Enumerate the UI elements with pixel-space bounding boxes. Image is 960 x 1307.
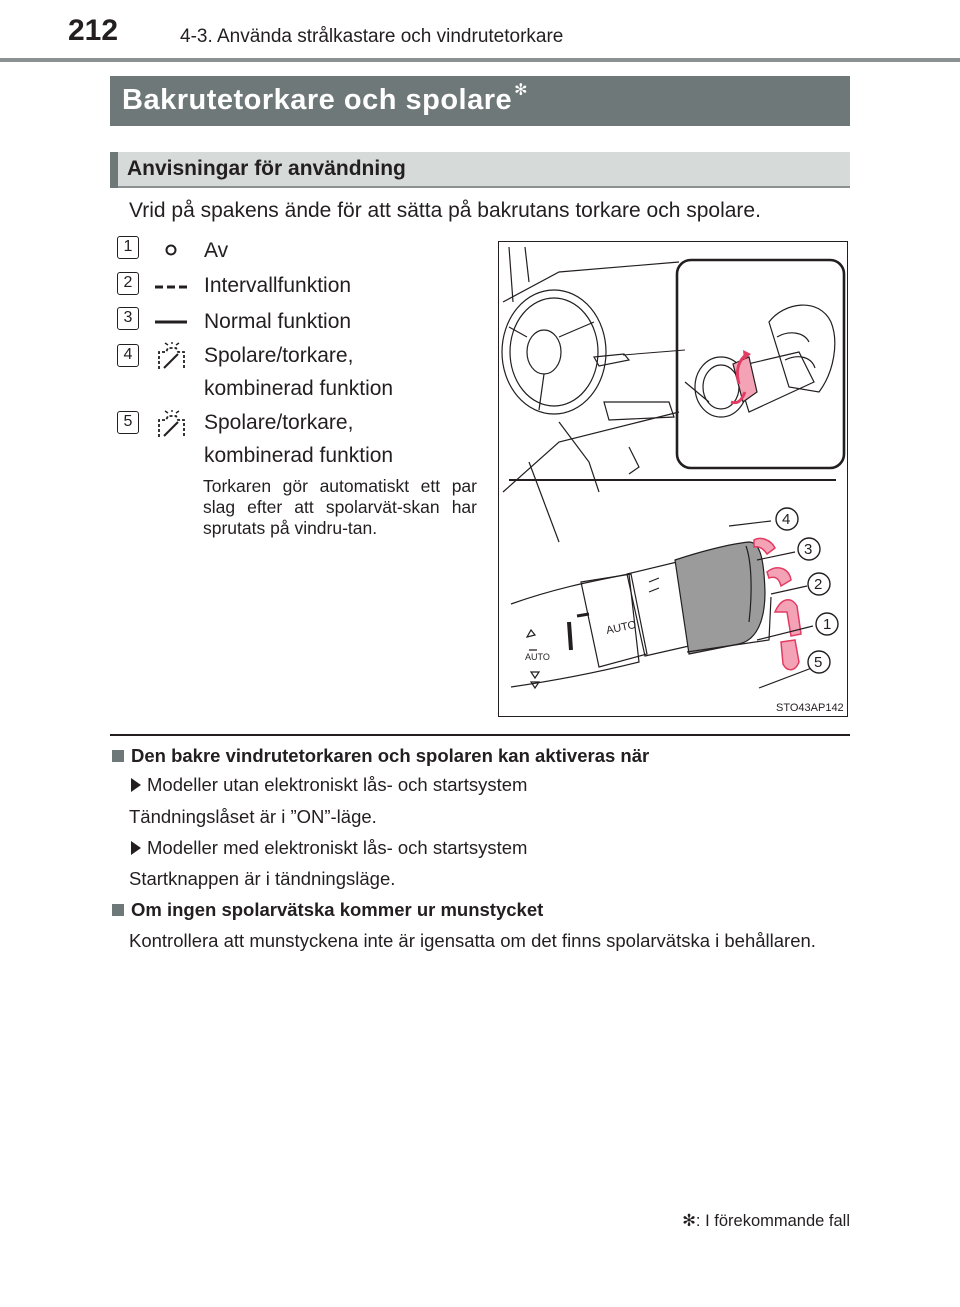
callout-number: 5 [814,654,823,671]
fluid-text: Kontrollera att munstyckena inte är igensatta om det finns spolarvätska i behållaren. [129,930,816,951]
off-circle-icon [154,235,188,265]
heading-accent [110,152,118,188]
callout-number: 1 [823,616,832,633]
rear-washer-icon [154,410,188,440]
section-title-bar [110,76,850,126]
rear-washer-icon [154,342,188,372]
item-number: 1 [117,236,139,259]
page-number: 212 [68,14,119,47]
item-note: Torkaren gör automatiskt ett par slag efter att spolarvät-skan har sprutats på vindru-tan. [203,476,477,538]
model-line [131,837,527,859]
section-divider [110,734,850,736]
footnote-text: : I förekommande fall [695,1212,850,1230]
intro-text: Vrid på spakens ände för att sätta på bakrutans torkare och spolare. [129,199,761,222]
chapter-title: 4-3. Använda strålkastare och vindrutetorkare [180,26,564,47]
callout-number: 3 [804,541,813,558]
figure-code: STO43AP142 [776,702,844,714]
item-label: Intervallfunktion [204,274,352,297]
subsection-heading-bar [110,152,850,188]
callout-number: 2 [814,576,823,593]
wiper-lever-illustration [498,241,848,717]
item-number: 4 [117,344,139,367]
lever-auto-label: AUTO [525,652,550,662]
footnote-mark: ✻ [682,1212,696,1230]
model-text: Modeller utan elektroniskt lås- och startsystem [147,774,528,795]
item-label: Spolare/torkare, [204,344,354,367]
model-line [131,774,527,796]
item-number: 5 [117,411,139,434]
item-number: 2 [117,272,139,295]
solid-line-icon [154,306,188,336]
footnote [670,1211,850,1231]
item-label: Spolare/torkare, [204,411,354,434]
lever-auto-label: AUTO [605,618,638,637]
condition-text: Startknappen är i tändningsläge. [129,868,396,889]
header-divider [0,58,960,62]
callout-number: 4 [782,511,791,528]
fluid-heading-text: Om ingen spolarvätska kommer ur munstycket [131,899,544,920]
square-bullet-icon [112,904,124,916]
model-text: Modeller med elektroniskt lås- och startsystem [147,837,528,858]
triangle-bullet-icon [131,778,141,792]
fluid-heading [112,899,543,921]
item-label: Normal funktion [204,310,352,333]
item-label: kombinerad funktion [204,377,394,400]
section-title-text: Bakrutetorkare och spolare [122,84,513,116]
condition-text: Tändningslåset är i ”ON”-läge. [129,806,377,827]
condition-heading-text: Den bakre vindrutetorkaren och spolaren kan aktiveras när [131,745,650,766]
subsection-heading: Anvisningar för användning [127,157,406,180]
square-bullet-icon [112,750,124,762]
item-label: kombinerad funktion [204,444,394,467]
section-title [122,84,528,117]
condition-heading [112,745,649,767]
item-label: Av [204,239,229,262]
dashed-line-icon [154,271,188,301]
item-number: 3 [117,307,139,330]
triangle-bullet-icon [131,841,141,855]
title-asterisk-mark: ✻ [514,82,529,99]
